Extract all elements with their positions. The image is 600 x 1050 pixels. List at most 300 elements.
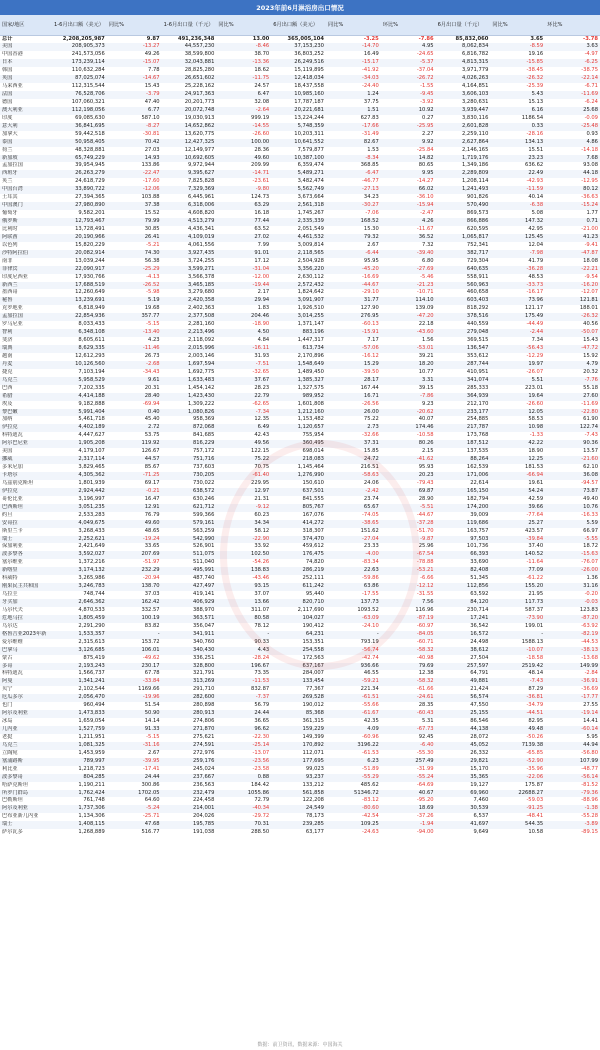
cell-country: 乌拉圭 (2, 591, 18, 598)
cell-value: 93.08 (583, 162, 598, 169)
table-row (0, 655, 600, 663)
table-row (0, 432, 600, 440)
cell-value: 511,075 (162, 551, 217, 559)
cell-value: -11.53 (216, 678, 271, 686)
cell-value: 28.36 (254, 146, 270, 153)
cell-value: 1.83 (257, 305, 270, 312)
cell-value: -51.70 (416, 527, 434, 534)
cell-country: 科威特 (2, 575, 18, 582)
cell-value: 22.79 (216, 393, 271, 401)
cell-value: -84.05 (381, 631, 436, 639)
cell-value: 176,475 (271, 551, 326, 559)
cell-value: 3,599,271 (162, 266, 217, 274)
cell-value: -6.44 (326, 250, 381, 258)
cell-value: -91.25 (490, 805, 545, 813)
cell-value: 196.67 (216, 663, 271, 671)
table-row (0, 282, 600, 290)
cell-value: 587.37 (525, 606, 544, 613)
cell-value: 29.94 (216, 297, 271, 305)
cell-value: 207.69 (107, 551, 162, 559)
cell-value: 38,599,800 (184, 51, 215, 58)
cell-value: 42.35 (363, 718, 379, 725)
cell-value: 0.27 (422, 114, 434, 121)
table-row (0, 424, 600, 432)
cell-value: 37.38 (107, 202, 162, 210)
cell-value: -77.64 (526, 511, 544, 518)
cell-value: 1,134,306 (78, 813, 105, 820)
cell-country: 斯里兰卡 (2, 527, 23, 534)
cell-value: 10,692,605 (162, 155, 217, 163)
cell-value: 112,198,056 (52, 107, 107, 115)
cell-value: -7.43 (584, 432, 598, 439)
table-row (0, 575, 600, 583)
cell-value: 49.56 (216, 440, 271, 448)
cell-value: -23.61 (252, 178, 270, 185)
cell-value: 579,161 (162, 520, 217, 528)
cell-value: 168.52 (326, 218, 381, 226)
cell-value: 789,997 (52, 758, 107, 766)
cell-value: -8.46 (216, 43, 271, 51)
cell-value: -6.47 (326, 170, 381, 178)
table-row (0, 488, 600, 496)
cell-value: -61.53 (362, 749, 379, 756)
cell-value: 133,454 (271, 678, 326, 686)
table-row (0, 345, 600, 353)
cell-value: 6,445,961 (187, 194, 215, 201)
cell-value: 22,614 (470, 479, 489, 486)
cell-value: -46.77 (362, 178, 379, 185)
table-row (0, 83, 600, 91)
cell-value: 96.62 (216, 726, 271, 734)
cell-value: 13,620,775 (184, 130, 215, 137)
cell-value: -16.12 (362, 352, 379, 359)
column-header: 同比% (490, 15, 545, 35)
cell-value: -6.25 (545, 59, 600, 67)
cell-value: 487,740 (192, 575, 215, 582)
cell-value: -7.86 (381, 35, 436, 43)
cell-value: 122.74 (545, 424, 600, 432)
cell-value: 1,697,594 (162, 361, 217, 369)
cell-country: 塞浦路斯 (0, 758, 52, 766)
cell-value: 103.88 (141, 194, 160, 201)
cell-value: -2.68 (107, 361, 162, 369)
cell-value: 17,787,187 (294, 98, 324, 105)
cell-country: 约旦 (2, 511, 13, 518)
cell-value: 37.40 (528, 543, 544, 550)
cell-value: 36.52 (381, 234, 436, 242)
cell-value: -59.03 (526, 797, 544, 804)
cell-value: 25,155 (436, 710, 491, 718)
cell-value: 12.25 (490, 456, 545, 464)
cell-country: 乌兹别克斯坦 (2, 479, 34, 486)
cell-value: 4,447,627 (78, 432, 105, 439)
cell-value: 2.15 (422, 448, 434, 455)
cell-value: -32.66 (362, 432, 379, 439)
cell-value: -44.51 (490, 710, 545, 718)
cell-country: 黎巴嫩 (0, 409, 52, 417)
cell-value: -4.97 (584, 51, 598, 58)
cell-value: 49.60 (107, 520, 162, 528)
cell-value: 3,126,685 (52, 647, 107, 655)
cell-value: 27,394,365 (75, 194, 105, 201)
cell-value: 85,368 (271, 710, 326, 718)
cell-value: 38.70 (254, 51, 270, 58)
cell-value: 4,061,556 (187, 241, 215, 248)
cell-value: 275,621 (192, 733, 215, 740)
cell-value: 79.99 (107, 218, 162, 226)
cell-value: 137.73 (326, 599, 381, 607)
table-row (0, 782, 600, 790)
cell-country: 老挝 (2, 733, 13, 740)
cell-value: 311.07 (251, 606, 270, 613)
table-row (0, 377, 600, 385)
cell-value: 1.24 (326, 91, 381, 99)
table-row (0, 123, 600, 131)
cell-value: 3,592,027 (52, 551, 107, 559)
cell-value: 570,490 (436, 202, 491, 210)
cell-value: -22.06 (490, 774, 545, 782)
cell-value: 73.96 (490, 297, 545, 305)
cell-value: 171,006 (436, 472, 491, 480)
cell-value: -41.92 (362, 67, 379, 74)
cell-value: 133,212 (302, 781, 324, 788)
cell-value: -31.55 (416, 591, 434, 598)
cell-value: -37.26 (416, 813, 434, 820)
cell-value: 285,333 (466, 384, 489, 391)
cell-value: 14.93 (107, 155, 162, 163)
cell-value: 3,196,997 (78, 495, 105, 502)
cell-value: 5,562,749 (271, 186, 326, 194)
cell-value: 0.71 (545, 218, 600, 226)
table-row (0, 107, 600, 115)
table-row (0, 694, 600, 702)
cell-value: -12.95 (581, 178, 598, 185)
cell-country: 伊拉克 (0, 488, 52, 496)
cell-country: 韩国 (2, 67, 13, 74)
cell-country: 美国 (2, 448, 13, 455)
cell-value: 12.05 (490, 409, 545, 417)
cell-value: -19.44 (216, 282, 271, 290)
cell-value: 190,012 (302, 702, 324, 709)
cell-value: 7.34 (531, 337, 544, 344)
cell-value: 42.95 (528, 225, 544, 232)
cell-value: - (216, 631, 271, 639)
cell-value: 8,033,433 (78, 321, 105, 328)
cell-country: 意大利 (0, 123, 52, 131)
cell-value: 28,825,280 (184, 67, 215, 74)
cell-value: -39.84 (490, 536, 545, 544)
column-header: 1-6月出口量（千元） (162, 15, 217, 35)
cell-value: 19.68 (144, 305, 160, 312)
cell-value: -19.96 (107, 694, 162, 702)
table-header (0, 15, 600, 35)
cell-value: -55.24 (381, 774, 436, 782)
cell-value: -8.27 (107, 123, 162, 131)
cell-value: 875,419 (83, 654, 105, 661)
cell-value: 31.93 (254, 352, 270, 359)
cell-value: 28.23 (254, 384, 270, 391)
cell-value: -20.94 (142, 575, 160, 582)
cell-value: -47.87 (545, 250, 600, 258)
cell-value: -30.27 (326, 202, 381, 210)
cell-country: 葡萄牙 (2, 210, 18, 217)
cell-value: 793.19 (360, 638, 379, 645)
cell-value: 752,341 (466, 241, 489, 248)
cell-value: -37.04 (416, 67, 434, 74)
table-row (0, 401, 600, 409)
cell-value: 70.42 (107, 139, 162, 147)
cell-value: -2.42 (326, 488, 381, 496)
cell-value: -56.43 (490, 345, 545, 353)
cell-value: 2.17 (257, 289, 270, 296)
cell-value: 59,442,518 (75, 130, 105, 137)
cell-value: -19.24 (107, 536, 162, 544)
cell-value: 175.87 (525, 781, 544, 788)
cell-country: 爱尔维维 (2, 638, 23, 645)
cell-value: 15.51 (528, 146, 544, 153)
cell-value: -13.27 (107, 43, 162, 51)
cell-value: 613,734 (271, 345, 326, 353)
cell-value: 82.67 (326, 139, 381, 147)
cell-value: 5,958,529 (52, 377, 107, 385)
cell-country: 波多黎哥 (0, 774, 52, 782)
cell-value: -14.67 (107, 75, 162, 83)
cell-value: -6.66 (420, 575, 434, 582)
cell-value: 44.18 (545, 170, 600, 178)
cell-country: 萨尔瓦多 (2, 829, 23, 836)
cell-value: 1,633,483 (162, 377, 217, 385)
cell-value: 1,566,737 (78, 670, 105, 677)
cell-value: 127.90 (360, 305, 379, 312)
cell-value: -15.24 (545, 202, 600, 210)
cell-value: 419,141 (192, 591, 215, 598)
cell-value: -61.66 (416, 686, 434, 693)
table-row (0, 297, 600, 305)
cell-value: -5.98 (146, 289, 160, 296)
cell-value: 199.01 (525, 622, 544, 629)
cell-value: 112,856 (436, 583, 491, 591)
cell-value: 936.66 (326, 663, 381, 671)
cell-value: 46.55 (363, 670, 379, 677)
cell-value: 2,561,318 (271, 202, 326, 210)
cell-value: 80.12 (545, 186, 600, 194)
cell-value: 2519.42 (490, 663, 545, 671)
cell-value: 563,259 (192, 527, 215, 534)
cell-value: 640,635 (436, 266, 491, 274)
cell-value: 32,043,881 (162, 59, 217, 67)
cell-value: 69.87 (381, 488, 436, 496)
table-row (0, 480, 600, 488)
cell-value: 3196.22 (326, 742, 381, 750)
cell-country: 新加坡 (0, 155, 52, 163)
cell-value: 7.78 (148, 67, 160, 74)
cell-value: 10.77 (418, 368, 434, 375)
cell-value: 184.42 (251, 781, 270, 788)
cell-value: 124.73 (251, 194, 270, 201)
cell-value: -4.13 (146, 273, 160, 280)
cell-value: -5.46 (420, 273, 434, 280)
cell-value: 2,252,621 (52, 536, 107, 544)
cell-value: 26.41 (107, 234, 162, 242)
cell-value: 440,559 (466, 321, 489, 328)
cell-value: -39.50 (362, 368, 379, 375)
cell-value: -43.46 (252, 575, 270, 582)
cell-value: 587.10 (141, 114, 160, 121)
cell-value: 102.50 (216, 551, 271, 559)
cell-value: -16.33 (581, 511, 598, 518)
cell-value: 27.55 (583, 702, 598, 709)
cell-value: 73.35 (254, 670, 270, 677)
table-row (0, 353, 600, 361)
cell-value: 69.17 (144, 479, 160, 486)
cell-value: 2.67 (367, 241, 379, 248)
cell-value: 17,688,519 (52, 282, 107, 290)
table-row (0, 91, 600, 99)
cell-value: 48.14 (528, 670, 544, 677)
cell-value: 4.86 (545, 139, 600, 147)
cell-value: -7.34 (216, 409, 271, 417)
cell-country: 马尔代夫 (2, 606, 23, 613)
cell-value: 286,219 (271, 567, 326, 575)
table-row (0, 289, 600, 297)
cell-value: 1,349,186 (461, 162, 489, 169)
cell-value: 698,014 (302, 448, 324, 455)
cell-value: 1,212,160 (271, 409, 326, 417)
table-row (0, 59, 600, 67)
cell-value: 353,612 (466, 352, 489, 359)
cell-value: 61.90 (583, 416, 598, 423)
cell-value: 63.29 (216, 202, 271, 210)
cell-value: 340,430 (162, 647, 217, 655)
cell-value: -43.60 (381, 329, 436, 337)
cell-value: -3.92 (420, 98, 434, 105)
cell-value: 47.68 (107, 821, 162, 829)
cell-value: -15.85 (490, 59, 545, 67)
cell-value: -55.30 (416, 749, 434, 756)
cell-value: 1093.52 (357, 606, 379, 613)
cell-value: 90.36 (545, 440, 600, 448)
cell-value: -38.45 (526, 67, 544, 74)
cell-value: 1.51 (326, 107, 381, 115)
cell-value: 26,249,516 (271, 59, 326, 67)
cell-value: -13.07 (252, 749, 270, 756)
cell-value: 86,546 (470, 718, 489, 725)
cell-value: 76.79 (144, 511, 160, 518)
cell-value: 4.95 (381, 43, 436, 51)
cell-value: -60.13 (362, 321, 379, 328)
cell-country: 孟加拉国 (0, 313, 52, 321)
cell-country: 新喀里 (0, 567, 52, 575)
cell-value: 1,692,775 (187, 368, 215, 375)
cell-country: 安哥拉 (0, 520, 52, 528)
cell-value: 761,748 (83, 797, 105, 804)
cell-value: 3,927,435 (162, 250, 217, 258)
cell-value: 2,102,544 (78, 686, 105, 693)
cell-value: 1,153,482 (297, 416, 324, 423)
cell-value: 1,385,327 (271, 377, 326, 385)
table-row (0, 766, 600, 774)
cell-value: -22.80 (545, 409, 600, 417)
cell-value: 22.63 (326, 567, 381, 575)
cell-value: 123.83 (579, 606, 598, 613)
cell-value: 5.59 (545, 520, 600, 528)
cell-value: 287,744 (436, 361, 491, 369)
cell-value: -13.40 (107, 329, 162, 337)
cell-value: 374,470 (271, 536, 326, 544)
cell-value: -26.32 (490, 75, 545, 83)
cell-value: 91.33 (107, 726, 162, 734)
cell-value: 30,539 (436, 805, 491, 813)
cell-value: -14.55 (216, 123, 271, 131)
cell-value: 107.99 (545, 758, 600, 766)
cell-value: 79.32 (326, 234, 381, 242)
cell-country: 乌克兰 (0, 742, 52, 750)
cell-value: -18.58 (526, 654, 544, 661)
cell-value: 82.95 (528, 718, 544, 725)
cell-value: 410,951 (466, 368, 489, 375)
cell-value: 341,911 (162, 631, 217, 639)
cell-value: 58.53 (528, 416, 544, 423)
table-row (0, 663, 600, 671)
cell-value: 3,174,132 (52, 567, 107, 575)
cell-value: 133.86 (141, 162, 160, 169)
cell-value: -60.14 (545, 726, 600, 734)
cell-value: 39.15 (418, 384, 434, 391)
cell-value: 122.15 (251, 448, 270, 455)
cell-value: 2,421,649 (78, 543, 105, 550)
cell-value: 188.01 (579, 305, 598, 312)
cell-value: -94.00 (416, 829, 434, 836)
cell-value: -15.91 (326, 329, 381, 337)
cell-value: 87.29 (528, 686, 544, 693)
cell-value: -36.10 (416, 194, 434, 201)
table-row (0, 829, 600, 837)
cell-country: 总计 (0, 35, 52, 43)
cell-value: 66.97 (583, 527, 598, 534)
cell-value: -38.13 (545, 647, 600, 655)
cell-value: -6.40 (381, 742, 436, 750)
cell-value: 12,418,034 (271, 75, 326, 83)
cell-value: 18.72 (583, 543, 598, 550)
cell-value: 2,601,828 (436, 123, 491, 131)
cell-country: 阿曼 (0, 678, 52, 686)
cell-value: -6.71 (584, 83, 598, 90)
cell-value: -25.14 (216, 742, 271, 750)
cell-value: -17.55 (362, 591, 379, 598)
cell-value: -11.46 (107, 345, 162, 353)
cell-value: 167.44 (360, 384, 379, 391)
cell-value: 25.68 (545, 107, 600, 115)
cell-value: 14,652,862 (162, 123, 217, 131)
cell-value: -56.74 (326, 647, 381, 655)
cell-value: 24.44 (216, 710, 271, 718)
cell-value: 6,818,949 (78, 305, 105, 312)
cell-value: 1,190,211 (78, 781, 105, 788)
cell-country: 南非 (2, 257, 13, 264)
cell-value: 2,572,432 (271, 282, 326, 290)
cell-value: 182,794 (466, 495, 489, 502)
cell-value: 20,190,966 (52, 234, 107, 242)
cell-country: 阿尔巴尼亚 (0, 440, 52, 448)
table-row (0, 686, 600, 694)
cell-value: 27,504 (470, 654, 489, 661)
cell-value: 832.87 (251, 686, 270, 693)
cell-value: -58.32 (381, 678, 436, 686)
cell-value: 491,236,348 (162, 35, 217, 43)
column-header: 同比% (216, 15, 271, 35)
cell-value: 841,555 (302, 495, 324, 502)
cell-value: 212,170 (466, 400, 489, 407)
